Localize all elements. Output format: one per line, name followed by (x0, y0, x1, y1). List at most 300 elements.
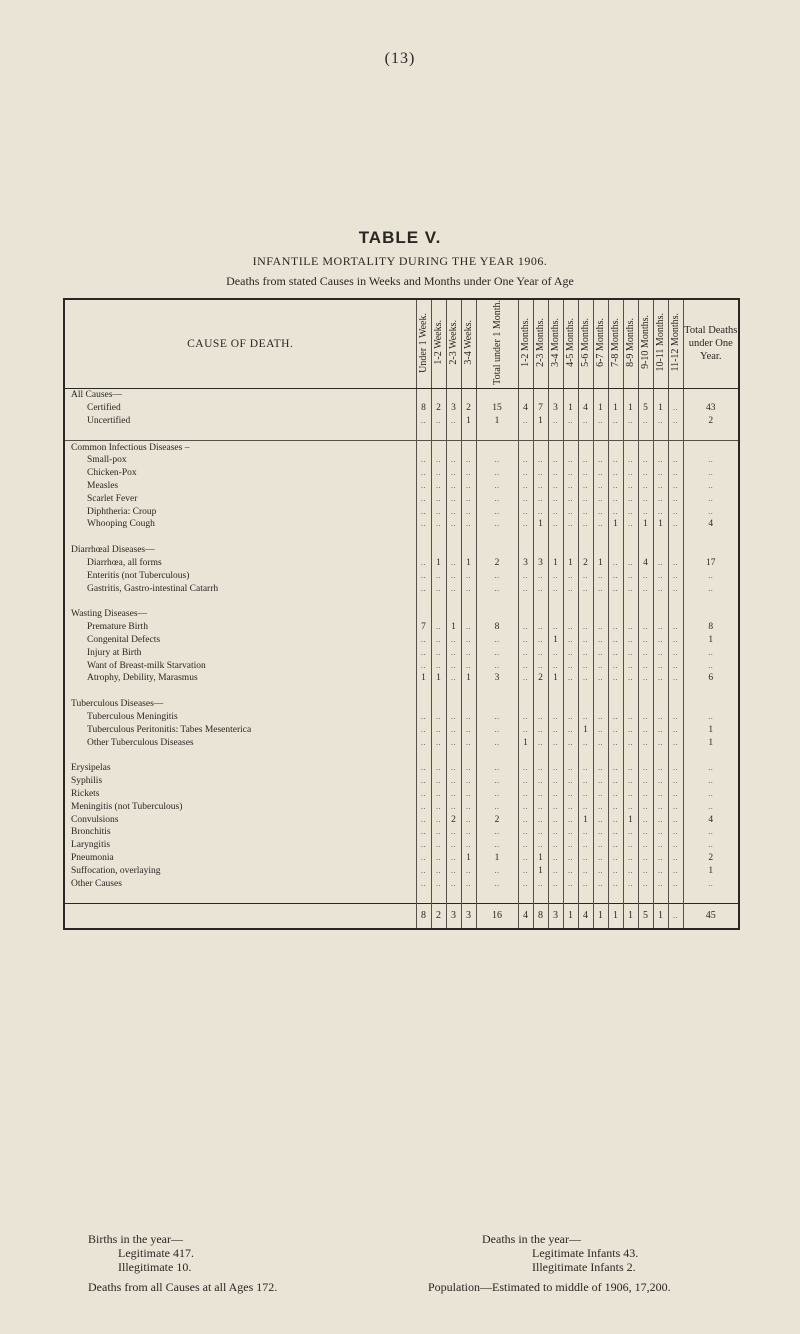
table-cell: .. (668, 826, 683, 839)
table-row (64, 480, 739, 493)
cause-label (64, 582, 416, 595)
cause-label (64, 736, 416, 749)
table-cell: .. (518, 634, 533, 647)
table-cell: .. (563, 634, 578, 647)
table-cell: .. (431, 877, 446, 890)
table-cell: .. (668, 800, 683, 813)
table-cell: .. (518, 582, 533, 595)
table-cell: 1 (548, 557, 563, 570)
table-cell: .. (623, 518, 638, 531)
table-cell: 1 (593, 402, 608, 415)
table-cell (593, 544, 608, 557)
table-cell: .. (416, 646, 431, 659)
table-cell: .. (623, 762, 638, 775)
table-cell: .. (533, 762, 548, 775)
table-cell: .. (608, 826, 623, 839)
table-cell: .. (638, 634, 653, 647)
table-cell: 8 (416, 402, 431, 415)
table-cell: .. (476, 711, 518, 724)
total-cell: 16 (476, 903, 518, 929)
table-cell: 1 (653, 402, 668, 415)
column-header (446, 299, 461, 388)
table-cell: 1 (533, 414, 548, 427)
deaths-block (482, 1232, 638, 1274)
table-cell: 1 (683, 723, 739, 736)
table-cell: .. (653, 852, 668, 865)
table-cell: 1 (683, 634, 739, 647)
table-cell (476, 544, 518, 557)
table-cell: .. (476, 659, 518, 672)
table-cell (578, 388, 593, 401)
table-cell: .. (653, 736, 668, 749)
table-cell: .. (653, 775, 668, 788)
column-header (608, 299, 623, 388)
table-cell (518, 388, 533, 401)
table-cell: .. (431, 711, 446, 724)
table-cell: .. (683, 762, 739, 775)
cause-label (64, 569, 416, 582)
table-cell: .. (593, 864, 608, 877)
table-cell (446, 544, 461, 557)
table-cell (461, 441, 476, 454)
table-cell (548, 441, 563, 454)
column-header (431, 299, 446, 388)
table-cell: .. (446, 518, 461, 531)
cause-text: Whooping Cough (87, 519, 155, 530)
table-cell: .. (476, 646, 518, 659)
table-cell: 2 (431, 402, 446, 415)
cause-text: Bronchitis (71, 827, 111, 838)
table-cell: 1 (578, 723, 593, 736)
cause-text: Syphilis (71, 776, 103, 787)
table-cell: .. (608, 646, 623, 659)
table-cell (548, 608, 563, 621)
column-header-label: Total under 1 Month. (491, 300, 503, 385)
column-header-label: 1-2 Months. (520, 317, 531, 367)
table-cell: .. (416, 852, 431, 865)
table-cell: .. (533, 839, 548, 852)
cause-text: Common Infectious Diseases – (71, 442, 190, 453)
table-cell (608, 698, 623, 711)
table-cell: .. (593, 634, 608, 647)
table-cell: .. (416, 864, 431, 877)
table-cell: .. (476, 775, 518, 788)
table-cell: .. (533, 736, 548, 749)
table-cell: .. (608, 505, 623, 518)
cause-text: Want of Breast-milk Starvation (87, 660, 206, 671)
cause-text: All Causes— (71, 390, 122, 401)
deaths-illegitimate: Illegitimate Infants 2. (532, 1260, 636, 1274)
cause-label (64, 557, 416, 570)
table-cell: .. (653, 813, 668, 826)
table-cell: .. (623, 621, 638, 634)
column-header-label: 1-2 Weeks. (433, 320, 444, 365)
cause-label (64, 634, 416, 647)
table-cell: .. (431, 518, 446, 531)
table-cell: 1 (446, 621, 461, 634)
table-cell: .. (608, 634, 623, 647)
table-cell (446, 608, 461, 621)
cause-label (64, 800, 416, 813)
column-header (533, 299, 548, 388)
table-cell: .. (431, 634, 446, 647)
table-cell: .. (563, 800, 578, 813)
table-cell: .. (653, 877, 668, 890)
column-header-label: 6-7 Months. (595, 317, 606, 367)
cause-label (64, 505, 416, 518)
table-cell: .. (446, 736, 461, 749)
table-cell: .. (653, 480, 668, 493)
table-cell (563, 698, 578, 711)
table-cell (563, 388, 578, 401)
table-cell (623, 544, 638, 557)
table-cell: .. (518, 711, 533, 724)
table-cell (623, 608, 638, 621)
table-cell: .. (593, 454, 608, 467)
table-cell: .. (446, 557, 461, 570)
table-cell: .. (533, 505, 548, 518)
column-header (461, 299, 476, 388)
total-cell: 8 (533, 903, 548, 929)
table-cell: 1 (461, 852, 476, 865)
cause-text: Tuberculous Diseases— (71, 699, 164, 710)
table-cell: .. (563, 813, 578, 826)
table-cell (548, 698, 563, 711)
table-cell: .. (446, 414, 461, 427)
table-row (64, 800, 739, 813)
table-cell: .. (563, 454, 578, 467)
table-cell: .. (683, 839, 739, 852)
table-cell: .. (638, 467, 653, 480)
table-cell: .. (416, 569, 431, 582)
table-cell: .. (593, 480, 608, 493)
table-cell: .. (431, 569, 446, 582)
table-cell: .. (668, 467, 683, 480)
table-cell: .. (578, 634, 593, 647)
table-cell: .. (518, 621, 533, 634)
table-row (64, 826, 739, 839)
table-cell: .. (578, 492, 593, 505)
table-cell: .. (548, 877, 563, 890)
section-heading-row (64, 608, 739, 621)
total-cell: 5 (638, 903, 653, 929)
table-cell: .. (578, 711, 593, 724)
table-cell (563, 608, 578, 621)
table-cell: 3 (533, 557, 548, 570)
table-cell: .. (653, 723, 668, 736)
table-cell: .. (431, 723, 446, 736)
table-cell: .. (461, 788, 476, 801)
table-cell: .. (461, 582, 476, 595)
total-cell: 3 (548, 903, 563, 929)
table-cell: .. (446, 659, 461, 672)
table-cell (638, 441, 653, 454)
table-row (64, 454, 739, 467)
table-cell: .. (446, 569, 461, 582)
column-header (653, 299, 668, 388)
table-cell: 4 (578, 402, 593, 415)
table-cell: .. (476, 800, 518, 813)
table-row (64, 839, 739, 852)
table-cell: .. (476, 454, 518, 467)
table-cell: .. (638, 505, 653, 518)
table-cell (608, 388, 623, 401)
table-cell: .. (416, 518, 431, 531)
table-cell (578, 544, 593, 557)
table-cell: .. (548, 646, 563, 659)
table-cell: .. (461, 454, 476, 467)
table-cell: .. (593, 711, 608, 724)
table-cell: .. (653, 467, 668, 480)
table-row (64, 634, 739, 647)
table-cell: .. (431, 762, 446, 775)
total-cell: 3 (446, 903, 461, 929)
table-cell: .. (563, 518, 578, 531)
total-cell: 3 (461, 903, 476, 929)
table-cell: .. (476, 634, 518, 647)
table-cell: 1 (476, 852, 518, 865)
table-cell (593, 388, 608, 401)
cause-text: Diarrhœal Diseases— (71, 545, 155, 556)
table-cell: .. (416, 505, 431, 518)
table-cell: .. (653, 414, 668, 427)
table-row (64, 723, 739, 736)
table-cell (548, 544, 563, 557)
table-cell: .. (518, 877, 533, 890)
table-cell: .. (563, 852, 578, 865)
table-cell (431, 441, 446, 454)
table-cell: .. (446, 672, 461, 685)
table-cell: .. (476, 492, 518, 505)
table-cell: .. (476, 877, 518, 890)
table-cell: .. (518, 467, 533, 480)
table-cell (638, 608, 653, 621)
table-cell: .. (608, 414, 623, 427)
table-cell: .. (638, 800, 653, 813)
table-row (64, 414, 739, 427)
column-header (563, 299, 578, 388)
table-cell: .. (638, 621, 653, 634)
table-cell: .. (548, 467, 563, 480)
table-cell (683, 608, 739, 621)
table-cell: .. (683, 826, 739, 839)
table-cell: 1 (431, 672, 446, 685)
table-cell: .. (668, 646, 683, 659)
table-cell: .. (638, 723, 653, 736)
table-cell: .. (578, 775, 593, 788)
table-cell: .. (668, 492, 683, 505)
table-cell (461, 608, 476, 621)
table-cell: .. (653, 800, 668, 813)
table-subtitle: INFANTILE MORTALITY DURING THE YEAR 1906. (252, 254, 548, 268)
table-cell: .. (668, 480, 683, 493)
table-cell: .. (653, 621, 668, 634)
section-heading-row (64, 441, 739, 454)
table-cell: .. (431, 505, 446, 518)
table-cell: .. (518, 762, 533, 775)
table-row (64, 518, 739, 531)
cause-text: Wasting Diseases— (71, 609, 148, 620)
cause-text: Chicken-Pox (87, 468, 137, 479)
table-cell: .. (416, 775, 431, 788)
table-cell: .. (608, 621, 623, 634)
table-cell: .. (461, 480, 476, 493)
table-cell (668, 544, 683, 557)
table-cell: .. (563, 646, 578, 659)
deaths-all-ages: Deaths from all Causes at all Ages 172. (88, 1280, 278, 1294)
table-cell: .. (593, 788, 608, 801)
table-header-row (64, 299, 739, 388)
table-cell: .. (548, 788, 563, 801)
table-cell (638, 388, 653, 401)
table-cell: .. (416, 762, 431, 775)
table-cell: .. (533, 877, 548, 890)
total-cell: 1 (608, 903, 623, 929)
table-cell: .. (476, 762, 518, 775)
table-cell: .. (416, 826, 431, 839)
table-cell (593, 608, 608, 621)
table-cell: .. (593, 659, 608, 672)
table-cell: .. (563, 659, 578, 672)
table-cell: .. (623, 711, 638, 724)
table-cell: .. (533, 813, 548, 826)
section-heading (64, 388, 416, 401)
table-cell: .. (518, 826, 533, 839)
table-cell: .. (593, 723, 608, 736)
page-number: (13) (384, 50, 416, 67)
table-cell: .. (461, 569, 476, 582)
table-cell: .. (653, 659, 668, 672)
table-cell: .. (638, 582, 653, 595)
table-cell: .. (578, 569, 593, 582)
table-cell: .. (638, 492, 653, 505)
table-cell: .. (461, 646, 476, 659)
table-cell: 1 (578, 813, 593, 826)
table-cell (518, 441, 533, 454)
table-cell: 1 (548, 634, 563, 647)
table-cell (638, 698, 653, 711)
table-cell (668, 388, 683, 401)
cause-text: Meningitis (not Tuberculous) (71, 801, 183, 812)
table-cell: .. (653, 864, 668, 877)
table-cell: .. (593, 877, 608, 890)
table-cell (623, 698, 638, 711)
table-cell: .. (518, 672, 533, 685)
cause-text: Laryngitis (71, 840, 111, 851)
table-cell: .. (476, 505, 518, 518)
table-cell (683, 544, 739, 557)
table-cell: 1 (533, 864, 548, 877)
table-cell (461, 698, 476, 711)
table-cell: 1 (563, 402, 578, 415)
table-cell: .. (563, 414, 578, 427)
table-cell: .. (683, 877, 739, 890)
cause-text: Uncertified (87, 415, 131, 426)
table-cell: .. (518, 788, 533, 801)
table-cell (623, 441, 638, 454)
table-cell: 7 (533, 402, 548, 415)
table-cell: .. (416, 877, 431, 890)
table-cell: .. (653, 557, 668, 570)
table-cell (608, 441, 623, 454)
table-cell: .. (518, 800, 533, 813)
table-cell: .. (563, 877, 578, 890)
table-cell: .. (623, 826, 638, 839)
table-cell: 17 (683, 557, 739, 570)
totals-label (64, 903, 416, 929)
table-cell: 4 (683, 813, 739, 826)
table-cell: .. (608, 723, 623, 736)
table-cell: .. (668, 864, 683, 877)
table-cell: .. (578, 736, 593, 749)
table-cell: .. (668, 839, 683, 852)
table-cell: .. (578, 414, 593, 427)
table-cell: .. (431, 414, 446, 427)
table-cell: .. (578, 864, 593, 877)
cause-text: Rickets (71, 788, 100, 799)
table-cell: .. (518, 659, 533, 672)
table-cell: .. (593, 646, 608, 659)
column-header (548, 299, 563, 388)
table-cell: .. (668, 505, 683, 518)
table-cell (668, 698, 683, 711)
cause-label (64, 414, 416, 427)
table-cell (653, 608, 668, 621)
section-heading (64, 608, 416, 621)
cause-label (64, 775, 416, 788)
table-cell: .. (668, 582, 683, 595)
total-cell: 2 (431, 903, 446, 929)
table-cell: .. (548, 723, 563, 736)
table-cell: .. (548, 582, 563, 595)
column-header-label: 5-6 Months. (580, 317, 591, 367)
table-title: TABLE V. (358, 228, 442, 247)
table-cell: 1 (461, 414, 476, 427)
table-cell: 3 (518, 557, 533, 570)
table-cell: .. (608, 736, 623, 749)
cause-text: Premature Birth (87, 622, 148, 633)
table-cell: .. (668, 762, 683, 775)
table-cell: .. (461, 877, 476, 890)
table-cell: .. (653, 711, 668, 724)
table-cell: .. (446, 646, 461, 659)
column-header: Total Deaths under One Year. (683, 299, 739, 388)
table-cell (416, 608, 431, 621)
table-cell (416, 698, 431, 711)
table-cell: 43 (683, 402, 739, 415)
table-cell: .. (668, 634, 683, 647)
table-cell: .. (623, 505, 638, 518)
table-cell: .. (416, 582, 431, 595)
table-cell (608, 544, 623, 557)
table-cell: .. (608, 454, 623, 467)
table-cell: .. (593, 762, 608, 775)
table-cell: 1 (461, 672, 476, 685)
table-cell: .. (593, 492, 608, 505)
column-header-label: Under 1 Week. (418, 312, 429, 373)
table-cell: .. (683, 454, 739, 467)
cause-label (64, 826, 416, 839)
table-cell: .. (668, 454, 683, 467)
table-cell: 1 (548, 672, 563, 685)
table-cell: .. (668, 659, 683, 672)
table-cell: 1 (461, 557, 476, 570)
table-cell: .. (563, 788, 578, 801)
table-cell: .. (461, 518, 476, 531)
table-cell: .. (446, 839, 461, 852)
table-row (64, 621, 739, 634)
table-cell: 2 (533, 672, 548, 685)
